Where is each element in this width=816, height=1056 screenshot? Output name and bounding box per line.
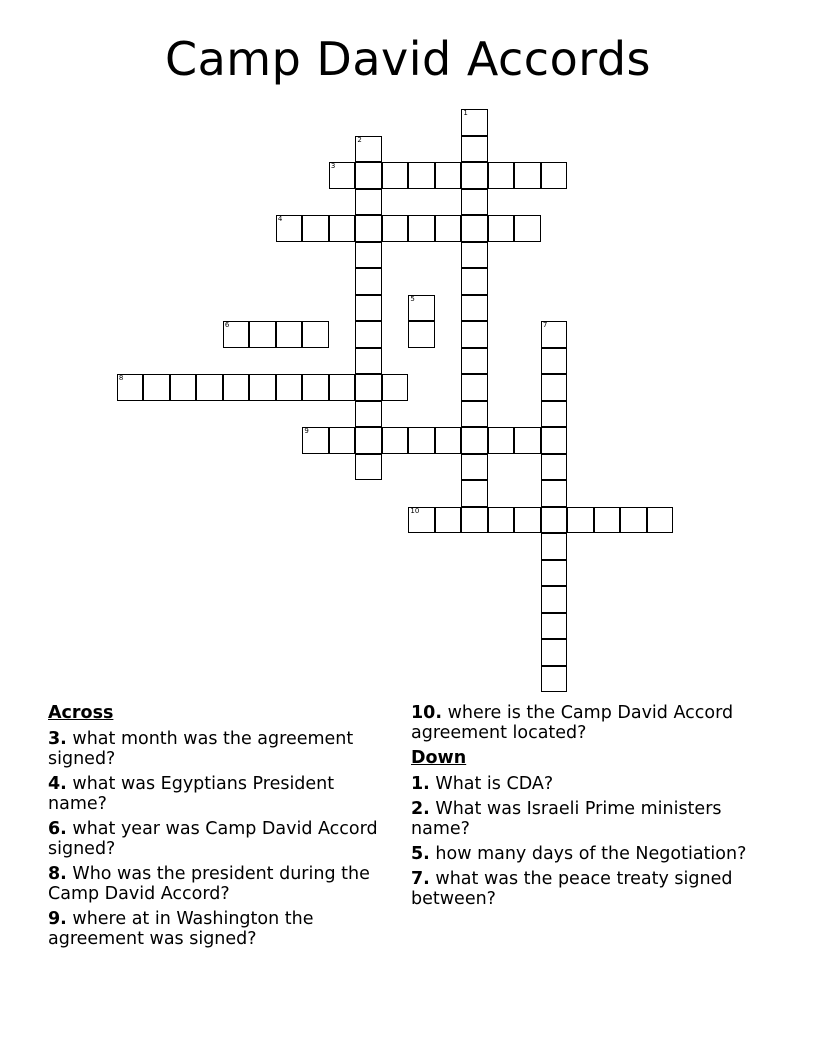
grid-cell[interactable]: [514, 215, 541, 242]
clue-text: what was the peace treaty signed between?: [411, 869, 733, 909]
grid-cell[interactable]: [276, 374, 303, 401]
grid-cell[interactable]: [488, 215, 515, 242]
clues-right-column: [411, 703, 771, 914]
grid-cell[interactable]: [461, 295, 488, 322]
grid-cell[interactable]: [408, 295, 435, 322]
grid-cell[interactable]: [541, 639, 568, 666]
clue-number: 3: [330, 162, 336, 171]
grid-cell[interactable]: [594, 507, 621, 534]
grid-cell[interactable]: [408, 162, 435, 189]
grid-cell[interactable]: [461, 480, 488, 507]
clue-number: 7.: [411, 869, 430, 889]
grid-cell[interactable]: [355, 321, 382, 348]
clue-text: Who was the president during the Camp David Accord?: [48, 864, 370, 904]
grid-cell[interactable]: [249, 374, 276, 401]
grid-cell[interactable]: [514, 427, 541, 454]
grid-cell[interactable]: [223, 374, 250, 401]
grid-cell[interactable]: [302, 427, 329, 454]
grid-cell[interactable]: [541, 507, 568, 534]
grid-cell[interactable]: [382, 215, 409, 242]
grid-cell[interactable]: [541, 586, 568, 613]
grid-cell[interactable]: [355, 427, 382, 454]
grid-cell[interactable]: [329, 162, 356, 189]
clue-item: [411, 869, 771, 909]
grid-cell[interactable]: [276, 321, 303, 348]
clue-number: 1.: [411, 774, 430, 794]
clue-number: 6.: [48, 819, 67, 839]
grid-cell[interactable]: [329, 215, 356, 242]
grid-cell[interactable]: [223, 321, 250, 348]
clue-text: What was Israeli Prime ministers name?: [411, 799, 722, 839]
grid-cell[interactable]: [541, 374, 568, 401]
grid-cell[interactable]: [355, 295, 382, 322]
clue-number: 10: [410, 506, 420, 515]
page-title: Camp David Accords: [164, 32, 652, 86]
grid-cell[interactable]: [355, 136, 382, 163]
grid-cell[interactable]: [461, 374, 488, 401]
grid-cell[interactable]: [249, 321, 276, 348]
clue-number: 8: [118, 374, 124, 383]
grid-cell[interactable]: [143, 374, 170, 401]
clues-left-column: [48, 703, 388, 954]
grid-cell[interactable]: [355, 401, 382, 428]
clue-number: 3.: [48, 729, 67, 749]
clue-number: 2.: [411, 799, 430, 819]
grid-cell[interactable]: [461, 427, 488, 454]
grid-cell[interactable]: [382, 427, 409, 454]
grid-cell[interactable]: [276, 215, 303, 242]
grid-cell[interactable]: [514, 162, 541, 189]
clue-item: [48, 729, 388, 769]
across-heading: Across: [48, 703, 114, 723]
grid-cell[interactable]: [461, 136, 488, 163]
grid-cell[interactable]: [196, 374, 223, 401]
clue-item: [48, 774, 388, 814]
clue-text: What is CDA?: [429, 774, 554, 794]
across-clue-list: [48, 729, 388, 949]
grid-cell[interactable]: [541, 321, 568, 348]
grid-cell[interactable]: [461, 348, 488, 375]
grid-cell[interactable]: [461, 321, 488, 348]
grid-cell[interactable]: [435, 507, 462, 534]
clue-number: 4.: [48, 774, 67, 794]
grid-cell[interactable]: [541, 427, 568, 454]
grid-cell[interactable]: [382, 162, 409, 189]
grid-cell[interactable]: [488, 427, 515, 454]
grid-cell[interactable]: [541, 666, 568, 693]
grid-cell[interactable]: [435, 427, 462, 454]
grid-cell[interactable]: [329, 374, 356, 401]
across-clue-list-continued: [411, 703, 771, 743]
clue-item: [48, 819, 388, 859]
down-clue-list: [411, 774, 771, 909]
clue-text: where is the Camp David Accord agreement located?: [411, 703, 734, 743]
clue-text: how many days of the Negotiation?: [429, 844, 747, 864]
grid-cell[interactable]: [302, 321, 329, 348]
grid-cell[interactable]: [541, 480, 568, 507]
grid-cell[interactable]: [461, 242, 488, 269]
grid-cell[interactable]: [461, 109, 488, 136]
grid-cell[interactable]: [461, 215, 488, 242]
down-heading: Down: [411, 748, 467, 768]
clue-number: 5: [410, 294, 415, 303]
grid-cell[interactable]: [355, 374, 382, 401]
clue-item: [411, 774, 771, 794]
clue-number: 5.: [411, 844, 430, 864]
grid-cell[interactable]: [355, 454, 382, 481]
clue-number: 1: [463, 109, 468, 118]
grid-cell[interactable]: [461, 162, 488, 189]
grid-cell[interactable]: [488, 507, 515, 534]
clue-number: 9: [304, 427, 309, 436]
clue-text: what was Egyptians President name?: [48, 774, 335, 814]
grid-cell[interactable]: [461, 189, 488, 216]
grid-cell[interactable]: [541, 533, 568, 560]
clue-text: what month was the agreement signed?: [48, 729, 354, 769]
grid-cell[interactable]: [435, 215, 462, 242]
grid-cell[interactable]: [355, 348, 382, 375]
grid-cell[interactable]: [408, 215, 435, 242]
grid-cell[interactable]: [355, 242, 382, 269]
grid-cell[interactable]: [435, 162, 462, 189]
grid-cell[interactable]: [355, 189, 382, 216]
clue-number: 2: [357, 135, 362, 144]
grid-cell[interactable]: [302, 374, 329, 401]
grid-cell[interactable]: [461, 268, 488, 295]
clue-item: [411, 703, 771, 743]
grid-cell[interactable]: [541, 162, 568, 189]
grid-cell[interactable]: [541, 401, 568, 428]
grid-cell[interactable]: [461, 454, 488, 481]
grid-cell[interactable]: [408, 427, 435, 454]
grid-cell[interactable]: [408, 507, 435, 534]
clue-number: 6: [224, 321, 230, 330]
grid-cell[interactable]: [541, 560, 568, 587]
clue-number: 7: [542, 321, 548, 330]
clue-number: 4: [277, 215, 283, 224]
grid-cell[interactable]: [541, 348, 568, 375]
grid-cell[interactable]: [461, 507, 488, 534]
grid-cell[interactable]: [355, 162, 382, 189]
clue-text: what year was Camp David Accord signed?: [48, 819, 378, 859]
grid-cell[interactable]: [302, 215, 329, 242]
clue-item: [411, 844, 771, 864]
clue-number: 9.: [48, 909, 67, 929]
grid-cell[interactable]: [541, 613, 568, 640]
grid-cell[interactable]: [567, 507, 594, 534]
grid-cell[interactable]: [355, 268, 382, 295]
grid-cell[interactable]: [488, 162, 515, 189]
clue-item: [411, 799, 771, 839]
grid-cell[interactable]: [620, 507, 647, 534]
clue-number: 8.: [48, 864, 67, 884]
clue-number: 10.: [411, 703, 443, 723]
grid-cell[interactable]: [170, 374, 197, 401]
grid-cell[interactable]: [329, 427, 356, 454]
grid-cell[interactable]: [541, 454, 568, 481]
grid-cell[interactable]: [408, 321, 435, 348]
clue-item: [48, 909, 388, 949]
grid-cell[interactable]: [117, 374, 144, 401]
grid-cell[interactable]: [382, 374, 409, 401]
grid-cell[interactable]: [514, 507, 541, 534]
grid-cell[interactable]: [355, 215, 382, 242]
clue-text: where at in Washington the agreement was signed?: [48, 909, 314, 949]
clue-item: [48, 864, 388, 904]
grid-cell[interactable]: [461, 401, 488, 428]
grid-cell[interactable]: [647, 507, 674, 534]
